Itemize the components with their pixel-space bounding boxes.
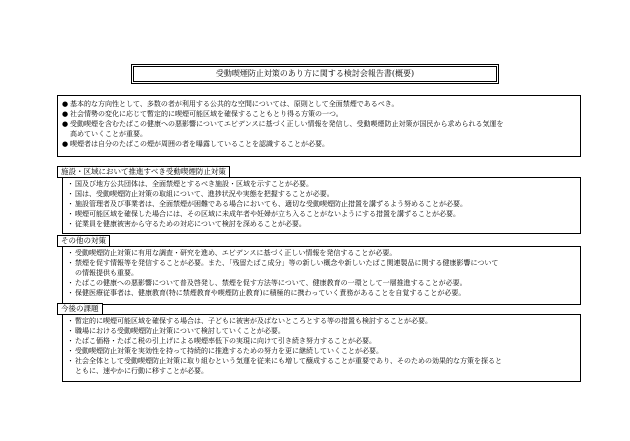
list-item [62, 109, 576, 119]
text-line: 施設管理者及び事業者は、全面禁煙が困難である場合においても、適切な受動喫煙防止措置を講ずるよう努めることが必要。 [75, 200, 467, 208]
text-line: 国は、受動喫煙防止対策の取組について、進捗状況や実態を把握することが必要。 [75, 190, 334, 198]
text-line: たばこ価格・たばこ税の引上げによる喫煙率低下の実現に向けて引き続き努力することが必要。 [75, 337, 376, 345]
list-item [67, 278, 576, 288]
text-line: 高めていくことが重要。 [70, 130, 147, 138]
bullet-mark: ・ [67, 317, 74, 325]
bullet-mark: ● [62, 140, 69, 148]
list-item-text [75, 219, 576, 229]
text-line: 受動喫煙防止対策に有用な調査・研究を進め、エビデンスに基づく正しい情報を発信することが必要。 [75, 249, 397, 257]
text-line: ともに、速やかに行動に移すことが必要。 [75, 367, 208, 375]
list-item [67, 336, 576, 346]
bullet-mark: ・ [67, 347, 74, 355]
bullet-mark: ・ [67, 357, 74, 365]
bullet-mark: ● [62, 100, 69, 108]
list-item [67, 248, 576, 258]
text-line: 受動喫煙防止対策を実効性を持って持続的に推進するための努力を更に継続していくことが必要。 [75, 347, 383, 355]
list-item [67, 189, 576, 199]
text-line: 国及び地方公共団体は、全面禁煙とするべき施設・区域を示すことが必要。 [75, 180, 313, 188]
bullet-mark: ・ [67, 249, 74, 257]
text-line: 基本的な方向性として、多数の者が利用する公共的な空間については、原則として全面禁煙であるべき。 [70, 100, 399, 108]
text-line: 喫煙者は自分のたばこの煙が周囲の者を曝露していることを認識することが必要。 [70, 140, 329, 148]
list-item-text [75, 258, 576, 278]
list-item-text [70, 99, 576, 109]
list-item [67, 258, 576, 278]
list-item [67, 326, 576, 336]
text-line: 受動喫煙を含むたばこの健康への悪影響についてエビデンスに基づく正しい情報を発信し、受動喫煙防止対策が国民から求められる気運を [70, 120, 504, 128]
bullet-mark: ・ [67, 180, 74, 188]
list-item [62, 99, 576, 109]
bullet-mark: ・ [67, 337, 74, 345]
report-title-text: 受動喫煙防止対策のあり方に関する検討会報告書(概要) [215, 69, 415, 78]
list-item-text [75, 336, 576, 346]
bullet-mark: ● [62, 120, 69, 128]
list-item-text [70, 119, 576, 139]
list-item [67, 316, 576, 326]
list-item-text [75, 248, 576, 258]
bullet-mark: ● [62, 110, 69, 118]
bullet-mark: ・ [67, 200, 74, 208]
text-line: 禁煙を促す情報等を発信することが必要。また、「残留たばこ成分」等の新しい概念や新しいたばこ関連製品に関する健康影響について [75, 259, 499, 267]
section-title: その他の対策 [57, 235, 110, 247]
bullet-mark: ・ [67, 327, 74, 335]
list-item-text [75, 326, 576, 336]
bullet-mark: ・ [67, 289, 74, 297]
bullet-mark: ・ [67, 220, 74, 228]
text-line: 職場における受動喫煙防止対策について検討していくことが必要。 [75, 327, 285, 335]
list-item [62, 119, 576, 139]
list-item [67, 179, 576, 189]
text-line: 社会全体として受動喫煙防止対策に取り組むという気運を従来にも増して醸成することが重要であり、そのための効果的な方策を探ると [75, 357, 502, 365]
section-title: 施設・区域において推進すべき受動喫煙防止対策 [57, 166, 230, 178]
list-item [67, 346, 576, 356]
list-item-text [70, 109, 576, 119]
list-item-text [75, 346, 576, 356]
list-item-text [75, 179, 576, 189]
list-item-text [75, 316, 576, 326]
list-item-text [70, 139, 576, 149]
list-item-text [75, 278, 576, 288]
section-box [62, 177, 581, 234]
bullet-mark: ・ [67, 210, 74, 218]
list-item-text [75, 356, 576, 376]
summary-box [57, 95, 581, 157]
text-line: 従業員を健康被害から守るための対応について検討を深めることが必要。 [75, 220, 306, 228]
bullet-mark: ・ [67, 259, 74, 267]
text-line: 暫定的に喫煙可能区域を確保する場合は、子どもに被害が及ばないところとする等の措置も検討することが必要。 [75, 317, 432, 325]
list-item-text [75, 209, 576, 219]
text-line: の情報提供も重要。 [75, 269, 138, 277]
report-title [131, 64, 499, 84]
list-item-text [75, 189, 576, 199]
list-item [67, 219, 576, 229]
text-line: 保健医療従事者は、健康教育(特に禁煙教育や喫煙防止教育)に積極的に携わっていく責務があることを自覚することが必要。 [75, 289, 466, 297]
bullet-mark: ・ [67, 279, 74, 287]
section-box [62, 246, 581, 305]
text-line: 社会情勢の変化に応じて暫定的に喫煙可能区域を確保することもとり得る方策の一つ。 [70, 110, 343, 118]
list-item [62, 139, 576, 149]
section-box [62, 314, 581, 382]
list-item-text [75, 288, 576, 298]
list-item [67, 199, 576, 209]
text-line: 喫煙可能区域を確保した場合には、その区域に未成年者や妊婦が立ち入ることがないようにする措置を講ずることが必要。 [75, 210, 460, 218]
list-item [67, 356, 576, 376]
section-title: 今後の課題 [57, 303, 103, 315]
list-item [67, 288, 576, 298]
list-item-text [75, 199, 576, 209]
bullet-mark: ・ [67, 190, 74, 198]
text-line: たばこの健康への悪影響について普及啓発し、禁煙を促す方法等について、健康教育の一環として一層推進することが必要。 [75, 279, 467, 287]
list-item [67, 209, 576, 219]
